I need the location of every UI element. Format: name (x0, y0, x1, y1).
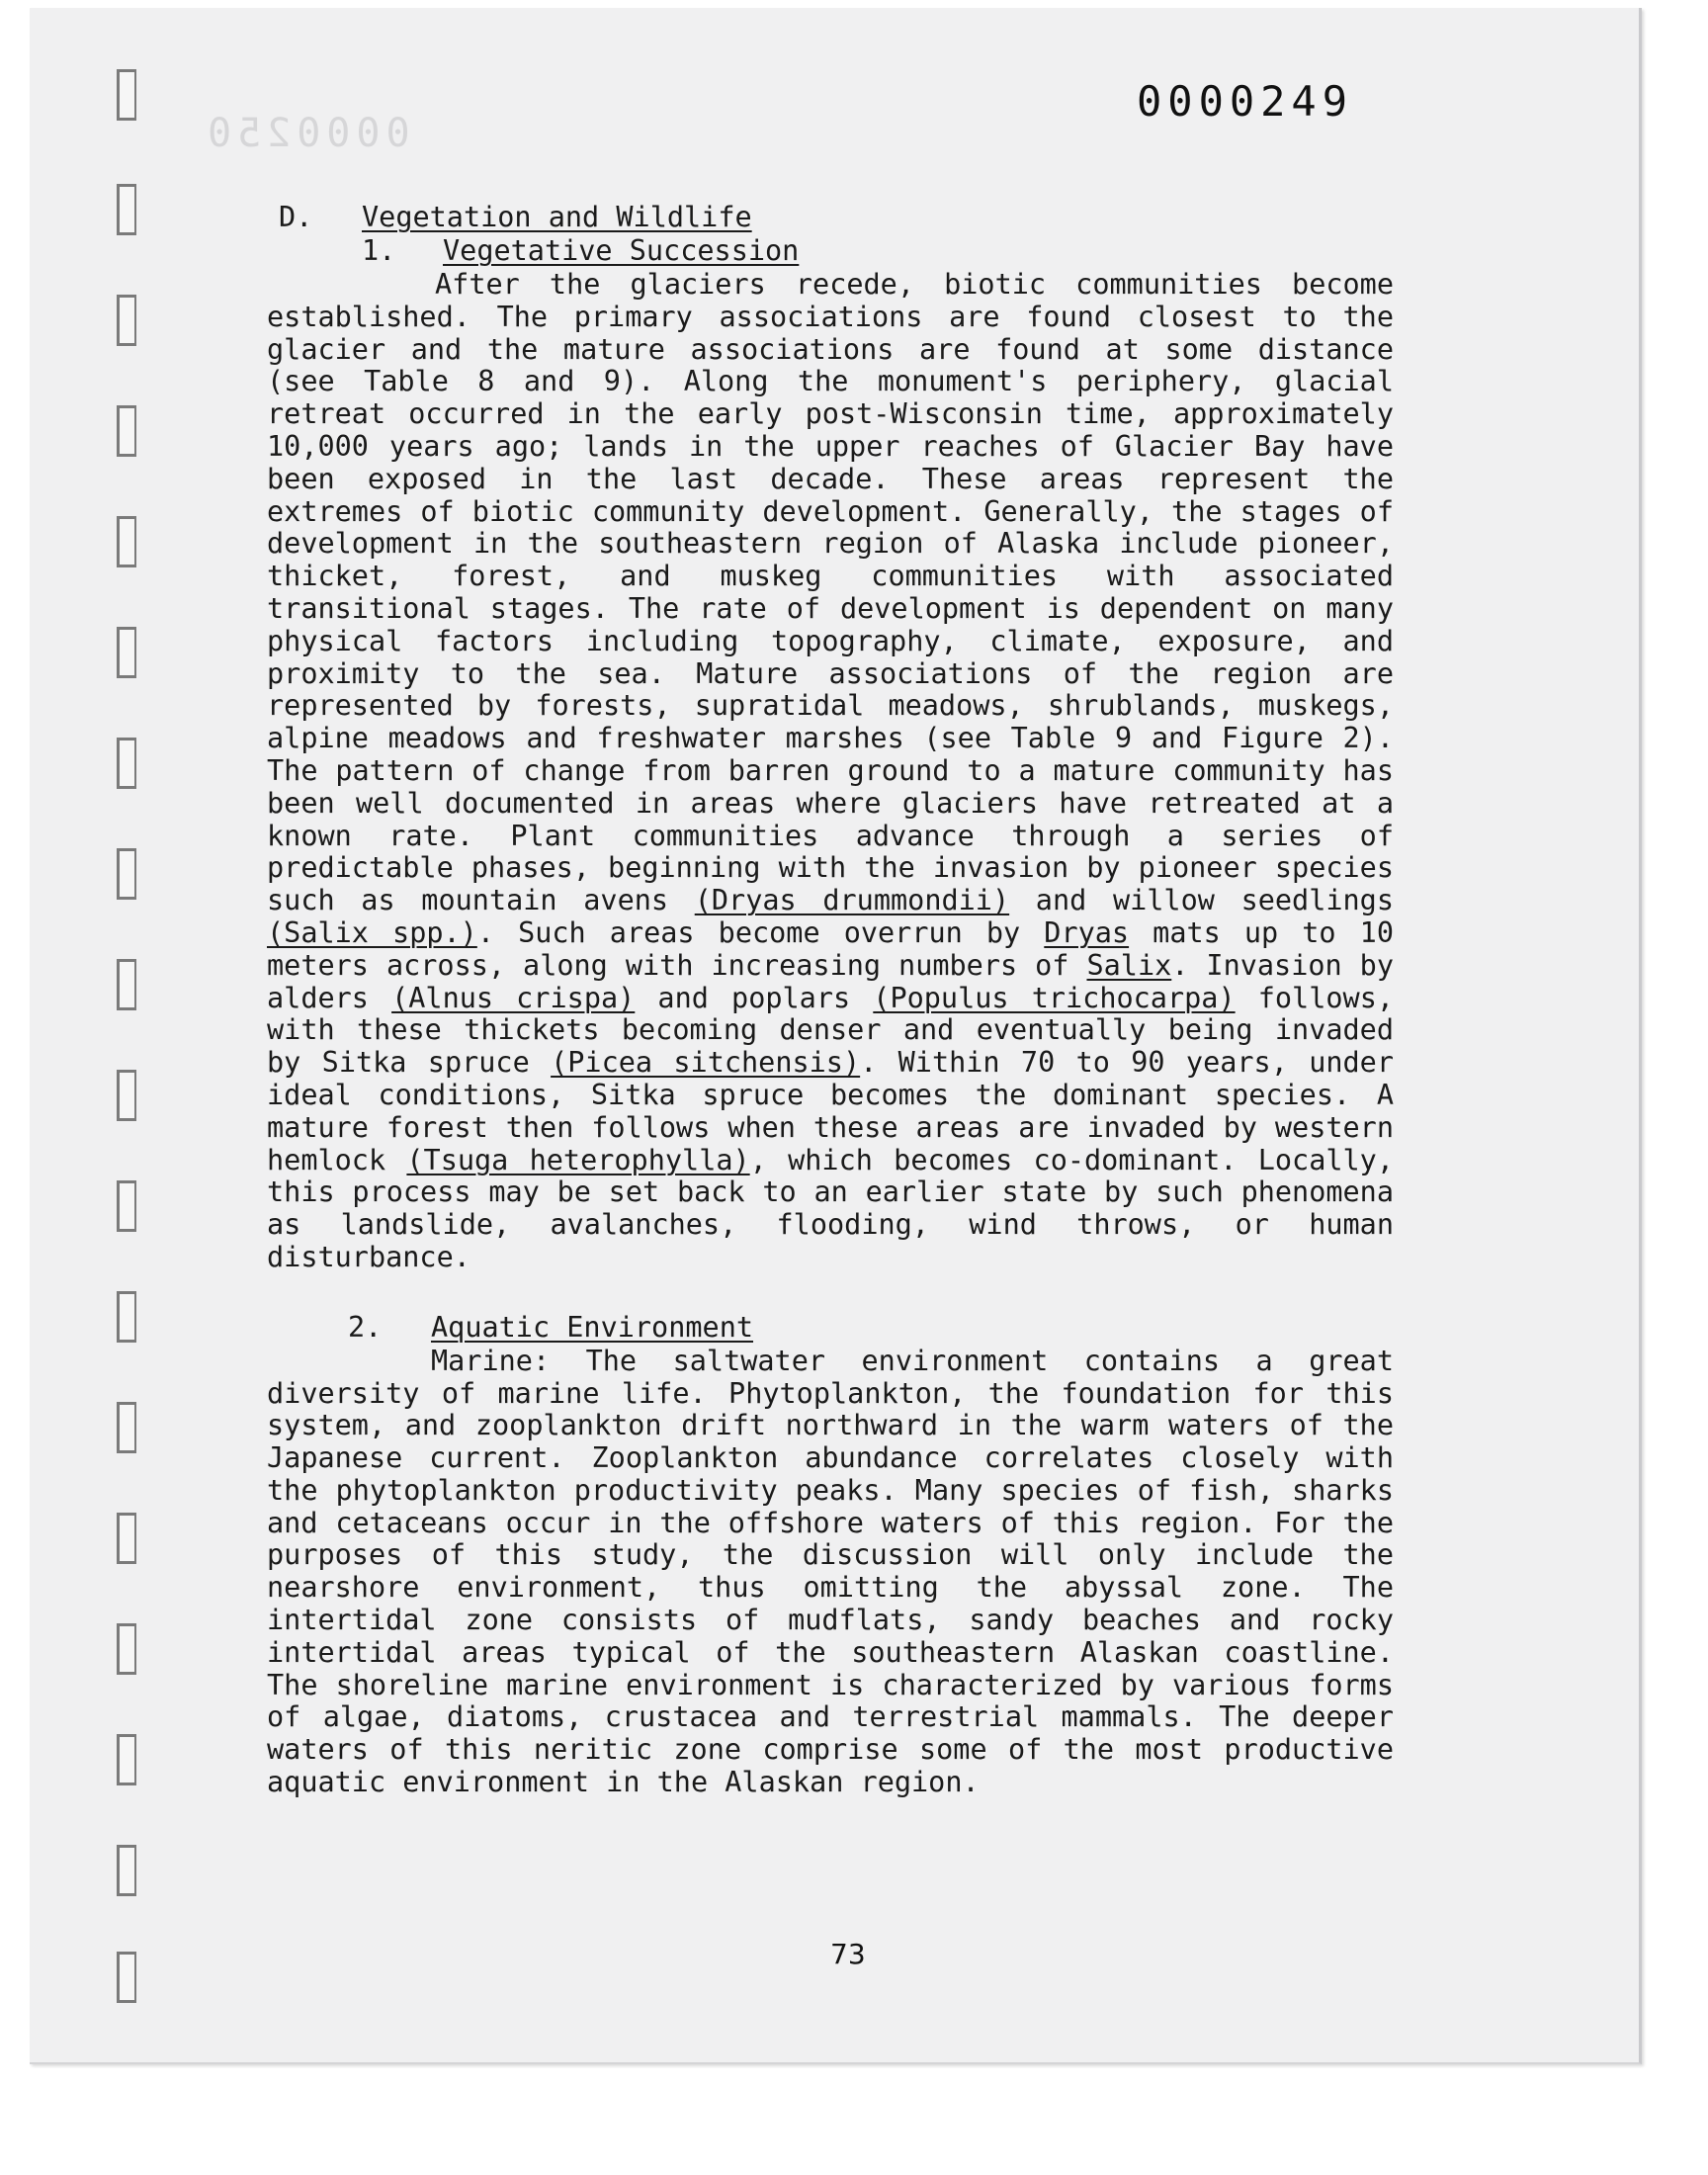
punch-hole (117, 959, 136, 1010)
species-name: Salix (1086, 948, 1172, 982)
subsection-heading (267, 1312, 1394, 1346)
text-run: follows, with these thickets becoming denser and eventually being invaded by Sitka spruce (267, 981, 1395, 1080)
page-number: 73 (830, 1938, 866, 1970)
punch-hole (117, 184, 136, 235)
section-heading (267, 202, 1394, 235)
punch-hole (117, 1180, 136, 1232)
species-name: Dryas (1044, 915, 1130, 949)
punch-hole (117, 405, 136, 457)
succession-paragraph (267, 269, 1394, 1274)
bates-number: 0000249 (1137, 77, 1354, 126)
document-body (267, 202, 1394, 1799)
species-name: (Alnus crispa) (391, 981, 636, 1014)
punch-hole (117, 627, 136, 678)
text-run: Marine: The saltwater environment contains a great diversity of marine life. Phytoplankton, the foundation for this system, and zooplankton drift northward in the warm waters of the Japanese current. Zooplankton abundance correlates closely with the phytoplankton productivity peaks. Many species of fish, sharks and cetaceans occur in the offshore waters of this region. For the purposes of this study, the discussion will only include the nearshore environment, thus omitting the abyssal zone. The intertidal zone consists of mudflats, sandy beaches and rocky intertidal areas typical of the southeastern Alaskan coastline. The shoreline marine environment is characterized by various forms of algae, diatoms, crustacea and terrestrial mammals. The deeper waters of this neritic zone comprise some of the most productive aquatic environment in the Alaskan region. (267, 1344, 1394, 1799)
text-run: mats up to 10 meters across, along with increasing numbers of (267, 915, 1394, 982)
species-name: (Populus trichocarpa) (873, 981, 1236, 1014)
text-run: . Invasion by alders (267, 948, 1394, 1014)
punch-hole (117, 738, 136, 789)
species-name: (Picea sitchensis) (551, 1046, 861, 1080)
section-letter: D. (279, 201, 313, 233)
punch-hole (117, 69, 136, 121)
punch-hole (117, 1402, 136, 1453)
punch-hole (117, 1952, 136, 2003)
section-title: Vegetation and Wildlife (362, 201, 752, 233)
species-name: (Tsuga heterophylla) (406, 1143, 750, 1176)
punch-hole (117, 848, 136, 900)
punch-hole (117, 1070, 136, 1121)
species-name: (Salix spp.) (267, 915, 477, 949)
punch-hole (117, 516, 136, 567)
punch-hole (117, 1513, 136, 1564)
punch-hole (117, 1623, 136, 1675)
punch-hole (117, 295, 136, 346)
aquatic-paragraph (267, 1346, 1394, 1799)
subsection-heading (267, 235, 1394, 269)
text-run: and willow seedlings (1009, 884, 1394, 917)
ghost-bates-number: 0000250 (202, 111, 410, 156)
subsection-number: 1. (362, 234, 396, 267)
text-run: . Within 70 to 90 years, under ideal conditions, Sitka spruce becomes the dominant species. A mature forest then follows when these areas are invaded by western hemlock (267, 1046, 1394, 1176)
punch-hole (117, 1291, 136, 1343)
punch-hole (117, 1845, 136, 1896)
punch-hole (117, 1734, 136, 1785)
text-run: . Such areas become overrun by (476, 915, 1045, 949)
subsection-title: Aquatic Environment (431, 1310, 754, 1344)
subsection-title: Vegetative Succession (443, 234, 800, 267)
species-name: (Dryas drummondii) (694, 884, 1010, 917)
text-run: and poplars (635, 981, 874, 1014)
text-run: After the glaciers recede, biotic communities become established. The primary associations are found closest to the glacier and the mature associations are found at some distance (see Table 8 and 9). Along the monument's periphery, glacial retreat occurred in the early post-Wisconsin time, approximately 10,000 years ago; lands in the upper reaches of Glacier Bay have been exposed in the last decade. These areas represent the extremes of biotic community development. Generally, the stages of development in the southeastern region of Alaska include pioneer, thicket, forest, and muskeg communities with associated transitional stages. The rate of development is dependent on many physical factors including topography, climate, exposure, and proximity to the sea. Mature associations of the region are represented by forests, supratidal meadows, shrublands, muskegs, alpine meadows and freshwater marshes (see Table 9 and Figure 2). The pattern of change from barren ground to a mature community has been well documented in areas where glaciers have retreated at a known rate. Plant communities advance through a series of predictable phases, beginning with the invasion by pioneer species such as mountain avens (267, 268, 1394, 917)
text-run: , which becomes co-dominant. Locally, this process may be set back to an earlier state by such phenomena as landslide, avalanches, flooding, wind throws, or human disturbance. (267, 1143, 1394, 1273)
subsection-number: 2. (348, 1310, 383, 1344)
